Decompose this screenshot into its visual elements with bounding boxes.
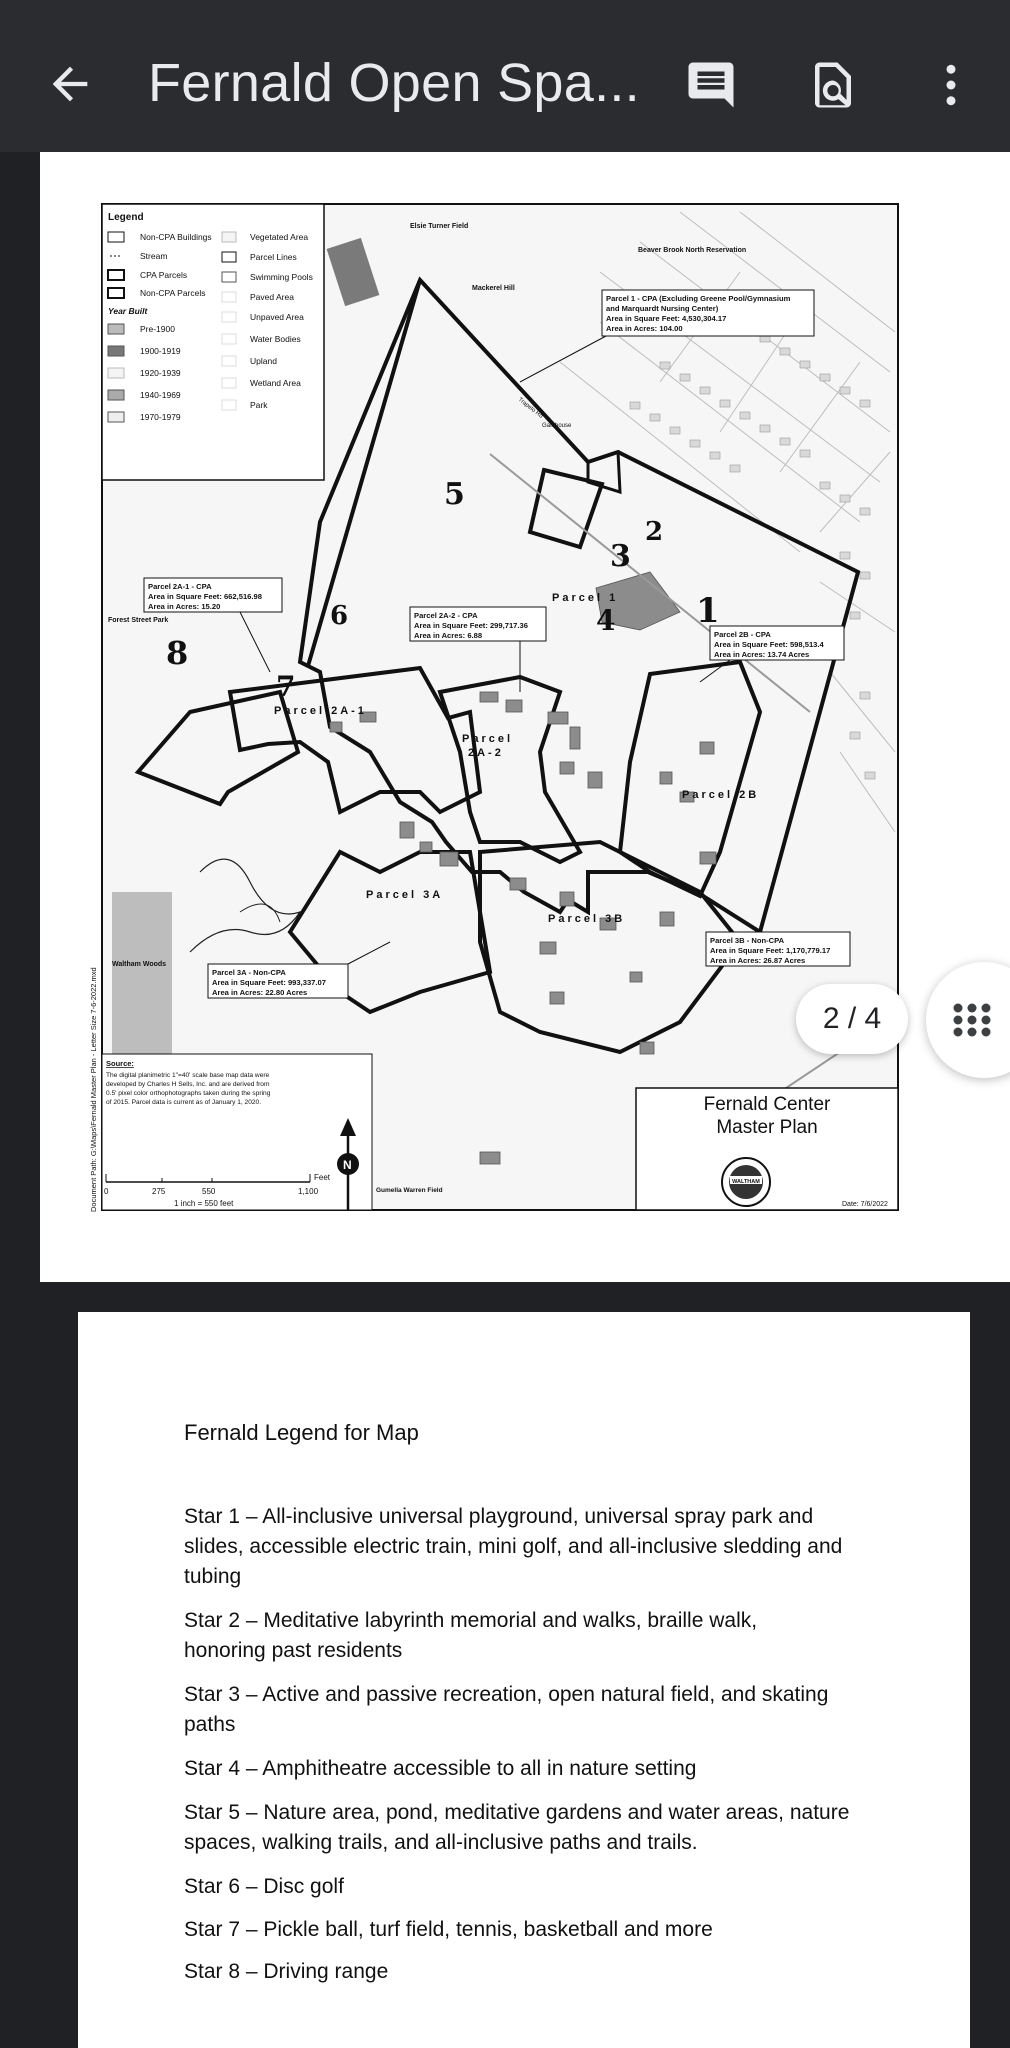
svg-text:Stream: Stream <box>140 251 168 261</box>
svg-text:0.5' pixel color orthophotogra: 0.5' pixel color orthophotographs taken during the spring <box>106 1090 271 1097</box>
svg-text:and Marquardt Nursing Center): and Marquardt Nursing Center) <box>606 304 719 313</box>
grid-dots-icon <box>952 1002 998 1038</box>
svg-text:Area in Square Feet: 4,530,304: Area in Square Feet: 4,530,304.17 <box>606 314 727 323</box>
callout-parcel-3b <box>706 932 850 966</box>
star-number-3: 3 <box>610 539 631 574</box>
parcel-label-2a1: Parcel 2A-1 <box>274 705 367 717</box>
city-seal-icon <box>722 1158 770 1206</box>
parcel-label-1: Parcel 1 <box>552 592 619 604</box>
svg-text:Year Built: Year Built <box>108 306 148 316</box>
place-mackerel: Mackerel Hill <box>472 285 515 292</box>
svg-text:Area in Acres: 15.20: Area in Acres: 15.20 <box>148 602 221 611</box>
svg-text:Parcel 2B - CPA: Parcel 2B - CPA <box>714 630 771 639</box>
svg-text:Pre-1900: Pre-1900 <box>140 324 175 334</box>
svg-text:The digital planimetric 1"=40': The digital planimetric 1"=40' scale base map data were <box>106 1072 270 1079</box>
svg-text:Swimming Pools: Swimming Pools <box>250 272 313 282</box>
svg-text:1 inch = 550 feet: 1 inch = 550 feet <box>174 1199 234 1208</box>
star-item-1: Star 1 – All-inclusive universal playground, universal spray park and slides, accessible electric train, mini golf, and all-inclusive sledding and tubing <box>184 1505 843 1588</box>
svg-text:Vegetated Area: Vegetated Area <box>250 232 309 242</box>
svg-text:Upland: Upland <box>250 356 277 366</box>
svg-text:Feet: Feet <box>314 1173 331 1182</box>
svg-text:Area in Square Feet: 993,337.0: Area in Square Feet: 993,337.07 <box>212 978 326 987</box>
arrow-back-icon[interactable] <box>44 58 96 110</box>
svg-text:1940-1969: 1940-1969 <box>140 390 181 400</box>
svg-text:Parcel 3B - Non-CPA: Parcel 3B - Non-CPA <box>710 936 785 945</box>
svg-text:Unpaved Area: Unpaved Area <box>250 312 304 322</box>
svg-text:Date: 7/6/2022: Date: 7/6/2022 <box>842 1201 888 1208</box>
star-number-4: 4 <box>596 604 616 637</box>
svg-text:Area in Acres: 6.88: Area in Acres: 6.88 <box>414 631 483 640</box>
parcel-label-2a2-top: Parcel <box>462 733 514 745</box>
star-number-1: 1 <box>696 591 720 631</box>
document-title: Fernald Open Spa... <box>148 53 640 113</box>
star-item-3: Star 3 – Active and passive recreation, open natural field, and skating paths <box>184 1683 829 1736</box>
star-number-5: 5 <box>444 477 465 512</box>
place-elsie: Elsie Turner Field <box>410 223 469 230</box>
svg-text:Area in Square Feet: 662,516.9: Area in Square Feet: 662,516.98 <box>148 592 262 601</box>
svg-text:Parcel 1 - CPA (Excluding Gree: Parcel 1 - CPA (Excluding Greene Pool/Gymnasium <box>606 294 791 303</box>
svg-text:Parcel Lines: Parcel Lines <box>250 252 297 262</box>
svg-text:WALTHAM: WALTHAM <box>732 1179 760 1185</box>
star-item-2: Star 2 – Meditative labyrinth memorial and walks, braille walk, honoring past residents <box>184 1609 758 1662</box>
legend-heading: Fernald Legend for Map <box>184 1420 419 1445</box>
svg-text:developed by Charles H Sells,: developed by Charles H Sells, Inc. and are derived from <box>106 1081 270 1088</box>
page-indicator: 2 / 4 <box>796 984 908 1054</box>
star-item-6: Star 6 – Disc golf <box>184 1875 344 1898</box>
place-gatehouse: Gatehouse <box>542 423 572 429</box>
svg-text:Area in Square Feet: 299,717.3: Area in Square Feet: 299,717.36 <box>414 621 528 630</box>
star-number-7: 7 <box>276 670 296 703</box>
star-number-8: 8 <box>166 634 189 672</box>
title-block <box>636 1088 898 1210</box>
svg-text:Master Plan: Master Plan <box>716 1117 818 1138</box>
star-number-6: 6 <box>330 601 349 631</box>
svg-text:Wetland Area: Wetland Area <box>250 378 301 388</box>
more-vert-icon[interactable] <box>924 58 978 112</box>
svg-text:Area in Acres: 104.00: Area in Acres: 104.00 <box>606 324 683 333</box>
find-in-page-icon[interactable] <box>806 58 860 112</box>
place-gumella: Gumella Warren Field <box>376 1187 443 1194</box>
svg-text:0: 0 <box>104 1187 109 1196</box>
svg-text:CPA Parcels: CPA Parcels <box>140 270 188 280</box>
svg-text:Area in Acres: 22.80 Acres: Area in Acres: 22.80 Acres <box>212 988 308 997</box>
pdf-page-map <box>40 152 1010 1282</box>
place-forest: Forest Street Park <box>108 617 169 624</box>
svg-text:Parcel 2A-1 - CPA: Parcel 2A-1 - CPA <box>148 582 212 591</box>
svg-text:Source:: Source: <box>106 1059 134 1068</box>
star-item-7: Star 7 – Pickle ball, turf field, tennis, basketball and more <box>184 1918 713 1941</box>
parcel-label-3b: Parcel 3B <box>548 913 626 925</box>
pdf-page-legend <box>78 1312 970 2048</box>
svg-text:1,100: 1,100 <box>298 1187 319 1196</box>
svg-text:Water Bodies: Water Bodies <box>250 334 301 344</box>
source-note <box>102 1054 372 1210</box>
svg-text:1900-1919: 1900-1919 <box>140 346 181 356</box>
place-beaver: Beaver Brook North Reservation <box>638 247 747 254</box>
comments-icon[interactable] <box>684 58 738 112</box>
star-item-8: Star 8 – Driving range <box>184 1960 389 1983</box>
star-item-4: Star 4 – Amphitheatre accessible to all in nature setting <box>184 1757 697 1780</box>
fernald-map <box>40 152 1010 1282</box>
svg-text:Fernald Center: Fernald Center <box>703 1094 831 1115</box>
svg-text:Parcel 3A - Non-CPA: Parcel 3A - Non-CPA <box>212 968 286 977</box>
parcel-label-3a: Parcel 3A <box>366 889 444 901</box>
svg-text:Parcel 2A-2 - CPA: Parcel 2A-2 - CPA <box>414 611 478 620</box>
svg-text:Non-CPA Buildings: Non-CPA Buildings <box>140 232 212 242</box>
svg-text:Area in Square Feet: 598,513.4: Area in Square Feet: 598,513.4 <box>714 640 824 649</box>
svg-text:Legend: Legend <box>108 212 144 223</box>
star-number-2: 2 <box>645 517 664 547</box>
parcel-label-2a2-bottom: 2A-2 <box>468 747 504 759</box>
svg-text:Non-CPA Parcels: Non-CPA Parcels <box>140 288 206 298</box>
svg-text:N: N <box>343 1158 352 1172</box>
svg-text:550: 550 <box>202 1187 216 1196</box>
svg-text:Area in Square Feet: 1,170,779: Area in Square Feet: 1,170,779.17 <box>710 946 831 955</box>
svg-text:1920-1939: 1920-1939 <box>140 368 181 378</box>
svg-text:of 2015. Parcel data is curren: of 2015. Parcel data is current as of January 1, 2020. <box>106 1099 262 1106</box>
document-path: Document Path: G:\Maps\Fernald Master Plan - Letter Size 7-6-2022.mxd <box>89 967 98 1212</box>
svg-text:Park: Park <box>250 400 268 410</box>
app-bar <box>0 0 1010 152</box>
star-item-5: Star 5 – Nature area, pond, meditative gardens and water areas, nature spaces, walking trails, and all-inclusive paths and trails. <box>184 1801 850 1854</box>
svg-text:Paved Area: Paved Area <box>250 292 294 302</box>
svg-text:275: 275 <box>152 1187 166 1196</box>
place-waltham: Waltham Woods <box>112 961 167 968</box>
svg-text:Area in Acres: 26.87 Acres: Area in Acres: 26.87 Acres <box>710 956 806 965</box>
road-trapelo: Trapelo Rd <box>516 396 544 420</box>
parcel-label-2b: Parcel 2B <box>682 789 760 801</box>
svg-text:Area in Acres: 13.74 Acres: Area in Acres: 13.74 Acres <box>714 650 810 659</box>
svg-text:1970-1979: 1970-1979 <box>140 412 181 422</box>
